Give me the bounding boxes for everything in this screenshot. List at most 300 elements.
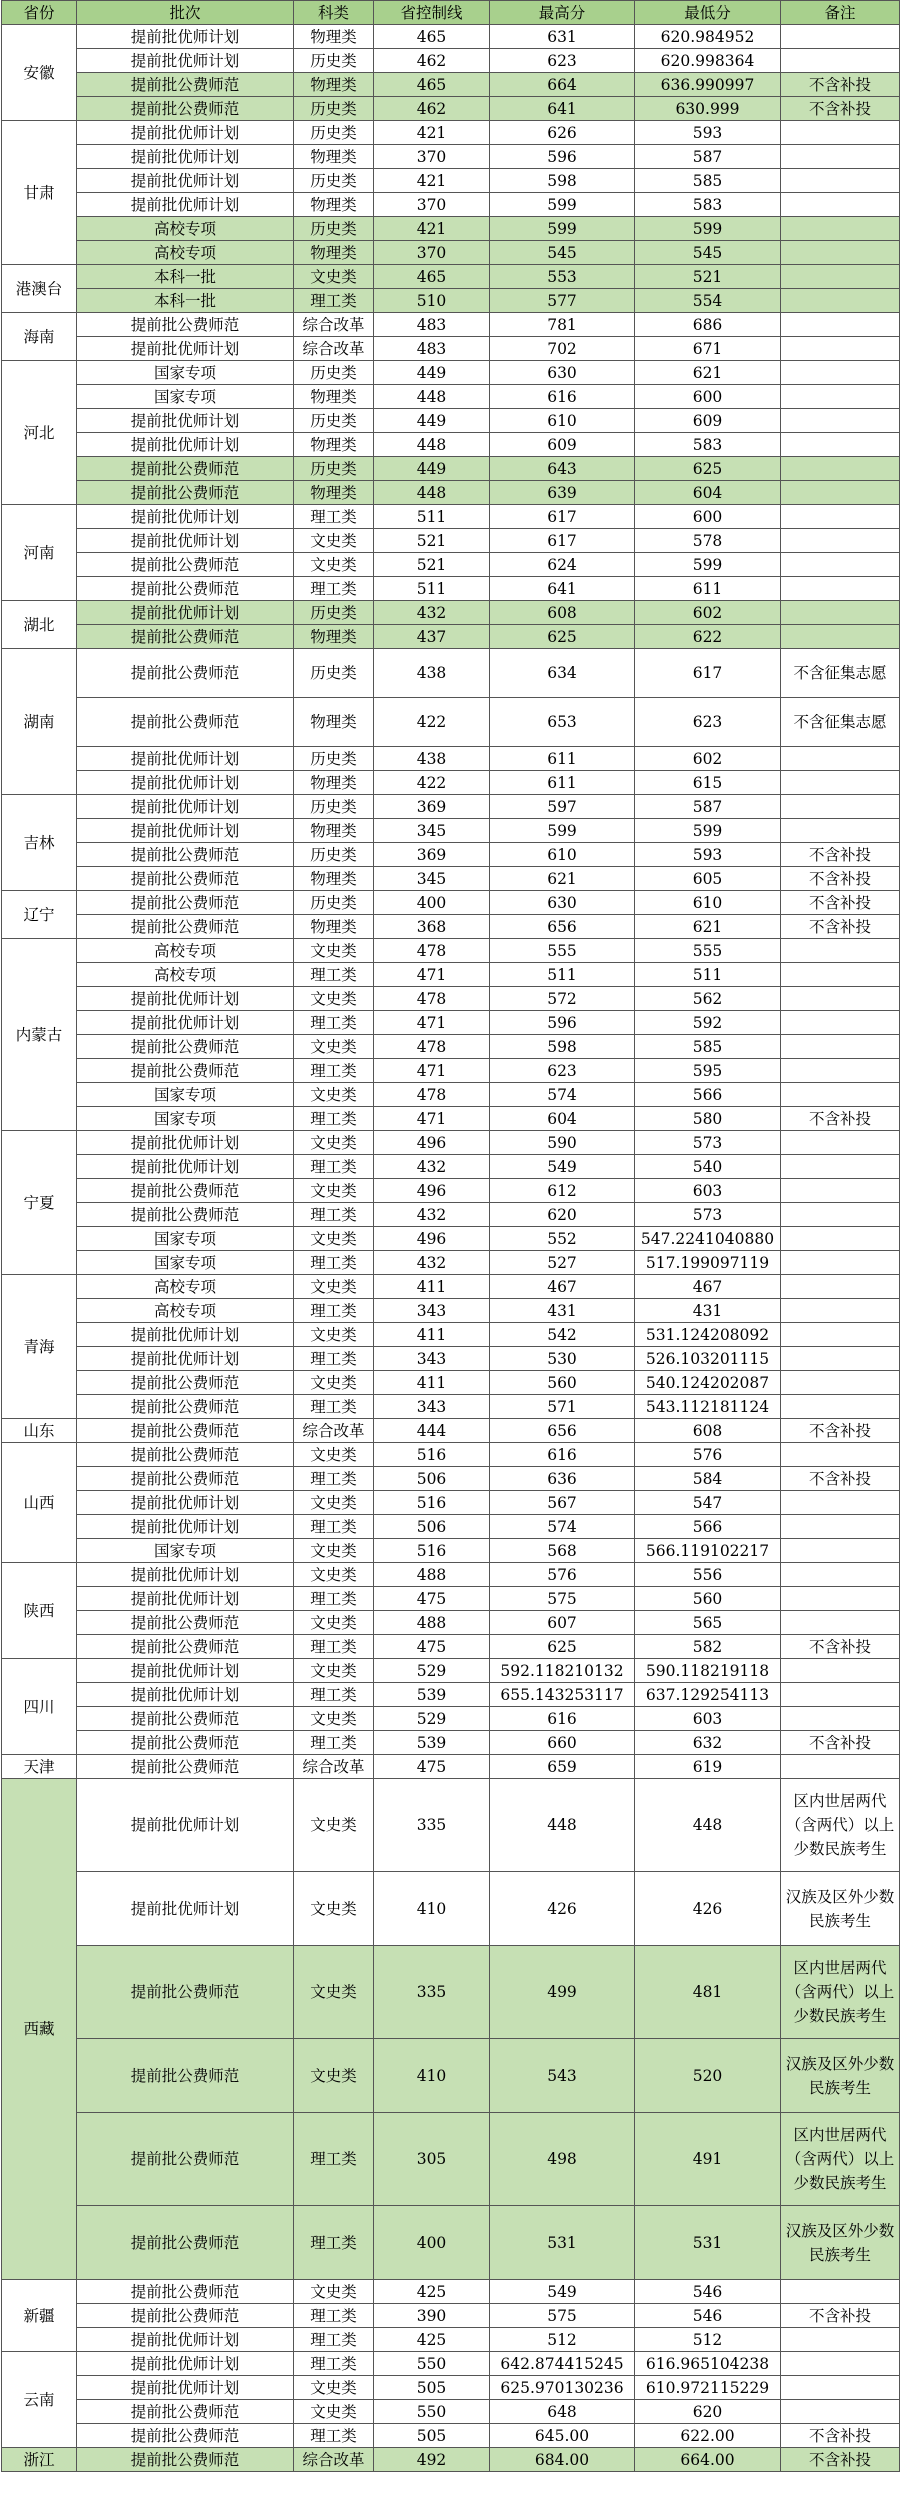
control-line-cell: 516 <box>374 1491 490 1515</box>
table-row <box>2 49 900 73</box>
subject-cell: 文史类 <box>294 1371 374 1395</box>
batch-cell: 提前批公费师范 <box>77 625 294 649</box>
table-row <box>2 217 900 241</box>
min-score-cell: 587 <box>635 145 781 169</box>
note-cell <box>781 193 900 217</box>
control-line-cell: 432 <box>374 1203 490 1227</box>
subject-cell: 理工类 <box>294 1299 374 1323</box>
table-row <box>2 2376 900 2400</box>
header-control-line: 省控制线 <box>374 1 490 25</box>
table-row <box>2 795 900 819</box>
note-cell <box>781 1371 900 1395</box>
max-score-cell: 616 <box>490 1443 635 1467</box>
subject-cell: 物理类 <box>294 145 374 169</box>
max-score-cell: 656 <box>490 1419 635 1443</box>
province-cell: 新疆 <box>2 2280 77 2352</box>
batch-cell: 提前批优师计划 <box>77 1779 294 1872</box>
note-cell: 不含补投 <box>781 73 900 97</box>
max-score-cell: 530 <box>490 1347 635 1371</box>
note-cell: 不含补投 <box>781 915 900 939</box>
control-line-cell: 483 <box>374 337 490 361</box>
min-score-cell: 595 <box>635 1059 781 1083</box>
min-score-cell: 566.119102217 <box>635 1539 781 1563</box>
table-row <box>2 1203 900 1227</box>
note-cell <box>781 1035 900 1059</box>
note-cell <box>781 2280 900 2304</box>
table-row <box>2 649 900 698</box>
subject-cell: 物理类 <box>294 819 374 843</box>
max-score-cell: 617 <box>490 529 635 553</box>
table-row <box>2 1587 900 1611</box>
max-score-cell: 596 <box>490 1011 635 1035</box>
min-score-cell: 562 <box>635 987 781 1011</box>
control-line-cell: 411 <box>374 1371 490 1395</box>
subject-cell: 文史类 <box>294 2400 374 2424</box>
header-row <box>2 1 900 25</box>
table-row <box>2 1275 900 1299</box>
subject-cell: 理工类 <box>294 505 374 529</box>
table-row <box>2 891 900 915</box>
batch-cell: 提前批公费师范 <box>77 1731 294 1755</box>
control-line-cell: 370 <box>374 241 490 265</box>
min-score-cell: 611 <box>635 577 781 601</box>
max-score-cell: 560 <box>490 1371 635 1395</box>
max-score-cell: 623 <box>490 1059 635 1083</box>
max-score-cell: 624 <box>490 553 635 577</box>
table-row <box>2 1635 900 1659</box>
max-score-cell: 625 <box>490 625 635 649</box>
min-score-cell: 600 <box>635 505 781 529</box>
subject-cell: 历史类 <box>294 217 374 241</box>
table-row <box>2 1059 900 1083</box>
max-score-cell: 623 <box>490 49 635 73</box>
note-cell: 不含补投 <box>781 843 900 867</box>
note-cell <box>781 505 900 529</box>
control-line-cell: 425 <box>374 2328 490 2352</box>
control-line-cell: 432 <box>374 1251 490 1275</box>
note-cell <box>781 1131 900 1155</box>
table-row <box>2 747 900 771</box>
min-score-cell: 560 <box>635 1587 781 1611</box>
note-cell: 汉族及区外少数民族考生 <box>781 2039 900 2113</box>
control-line-cell: 539 <box>374 1683 490 1707</box>
min-score-cell: 602 <box>635 601 781 625</box>
table-row <box>2 433 900 457</box>
table-row <box>2 867 900 891</box>
control-line-cell: 369 <box>374 795 490 819</box>
batch-cell: 提前批优师计划 <box>77 601 294 625</box>
min-score-cell: 599 <box>635 553 781 577</box>
note-cell <box>781 987 900 1011</box>
control-line-cell: 462 <box>374 49 490 73</box>
note-cell <box>781 2328 900 2352</box>
batch-cell: 提前批优师计划 <box>77 987 294 1011</box>
control-line-cell: 448 <box>374 385 490 409</box>
max-score-cell: 664 <box>490 73 635 97</box>
note-cell <box>781 169 900 193</box>
batch-cell: 提前批优师计划 <box>77 2328 294 2352</box>
max-score-cell: 572 <box>490 987 635 1011</box>
subject-cell: 文史类 <box>294 1491 374 1515</box>
province-cell: 甘肃 <box>2 121 77 265</box>
max-score-cell: 598 <box>490 1035 635 1059</box>
subject-cell: 理工类 <box>294 289 374 313</box>
province-cell: 陕西 <box>2 1563 77 1659</box>
table-row <box>2 843 900 867</box>
province-cell: 青海 <box>2 1275 77 1419</box>
control-line-cell: 369 <box>374 843 490 867</box>
table-row <box>2 1755 900 1779</box>
batch-cell: 提前批公费师范 <box>77 867 294 891</box>
batch-cell: 提前批公费师范 <box>77 1395 294 1419</box>
control-line-cell: 516 <box>374 1443 490 1467</box>
min-score-cell: 637.129254113 <box>635 1683 781 1707</box>
max-score-cell: 467 <box>490 1275 635 1299</box>
subject-cell: 理工类 <box>294 1107 374 1131</box>
control-line-cell: 465 <box>374 73 490 97</box>
table-row <box>2 193 900 217</box>
note-cell <box>781 217 900 241</box>
min-score-cell: 582 <box>635 1635 781 1659</box>
subject-cell: 历史类 <box>294 121 374 145</box>
table-row <box>2 385 900 409</box>
province-cell: 天津 <box>2 1755 77 1779</box>
max-score-cell: 575 <box>490 1587 635 1611</box>
max-score-cell: 552 <box>490 1227 635 1251</box>
control-line-cell: 422 <box>374 698 490 747</box>
min-score-cell: 573 <box>635 1131 781 1155</box>
min-score-cell: 555 <box>635 939 781 963</box>
note-cell: 不含补投 <box>781 891 900 915</box>
subject-cell: 文史类 <box>294 1946 374 2039</box>
min-score-cell: 593 <box>635 843 781 867</box>
max-score-cell: 599 <box>490 217 635 241</box>
batch-cell: 提前批公费师范 <box>77 1419 294 1443</box>
batch-cell: 提前批公费师范 <box>77 843 294 867</box>
min-score-cell: 580 <box>635 1107 781 1131</box>
subject-cell: 物理类 <box>294 698 374 747</box>
control-line-cell: 511 <box>374 577 490 601</box>
min-score-cell: 620.984952 <box>635 25 781 49</box>
table-row <box>2 529 900 553</box>
table-row <box>2 1659 900 1683</box>
batch-cell: 提前批公费师范 <box>77 1371 294 1395</box>
province-cell: 内蒙古 <box>2 939 77 1131</box>
max-score-cell: 576 <box>490 1563 635 1587</box>
header-batch: 批次 <box>77 1 294 25</box>
note-cell: 区内世居两代（含两代）以上少数民族考生 <box>781 2113 900 2206</box>
table-row <box>2 1419 900 1443</box>
table-row <box>2 169 900 193</box>
max-score-cell: 545 <box>490 241 635 265</box>
control-line-cell: 421 <box>374 121 490 145</box>
max-score-cell: 549 <box>490 2280 635 2304</box>
control-line-cell: 471 <box>374 1011 490 1035</box>
table-row <box>2 265 900 289</box>
subject-cell: 文史类 <box>294 1083 374 1107</box>
min-score-cell: 547 <box>635 1491 781 1515</box>
batch-cell: 提前批优师计划 <box>77 771 294 795</box>
batch-cell: 提前批公费师范 <box>77 1635 294 1659</box>
max-score-cell: 543 <box>490 2039 635 2113</box>
batch-cell: 提前批优师计划 <box>77 25 294 49</box>
note-cell <box>781 337 900 361</box>
min-score-cell: 632 <box>635 1731 781 1755</box>
max-score-cell: 630 <box>490 361 635 385</box>
max-score-cell: 634 <box>490 649 635 698</box>
table-row <box>2 1779 900 1872</box>
subject-cell: 物理类 <box>294 193 374 217</box>
note-cell <box>781 1323 900 1347</box>
min-score-cell: 545 <box>635 241 781 265</box>
subject-cell: 理工类 <box>294 1011 374 1035</box>
batch-cell: 提前批优师计划 <box>77 169 294 193</box>
min-score-cell: 526.103201115 <box>635 1347 781 1371</box>
note-cell <box>781 1059 900 1083</box>
table-row <box>2 939 900 963</box>
control-line-cell: 471 <box>374 963 490 987</box>
batch-cell: 高校专项 <box>77 1299 294 1323</box>
batch-cell: 高校专项 <box>77 1275 294 1299</box>
batch-cell: 国家专项 <box>77 1227 294 1251</box>
min-score-cell: 590.118219118 <box>635 1659 781 1683</box>
min-score-cell: 621 <box>635 915 781 939</box>
subject-cell: 文史类 <box>294 1227 374 1251</box>
note-cell <box>781 1611 900 1635</box>
control-line-cell: 400 <box>374 2206 490 2280</box>
note-cell <box>781 1299 900 1323</box>
note-cell <box>781 1179 900 1203</box>
batch-cell: 提前批公费师范 <box>77 481 294 505</box>
table-row <box>2 2304 900 2328</box>
note-cell <box>781 1515 900 1539</box>
control-line-cell: 478 <box>374 987 490 1011</box>
control-line-cell: 550 <box>374 2400 490 2424</box>
table-row <box>2 1011 900 1035</box>
control-line-cell: 488 <box>374 1611 490 1635</box>
batch-cell: 提前批优师计划 <box>77 1491 294 1515</box>
batch-cell: 提前批公费师范 <box>77 1203 294 1227</box>
subject-cell: 理工类 <box>294 1251 374 1275</box>
subject-cell: 理工类 <box>294 963 374 987</box>
note-cell: 不含征集志愿 <box>781 649 900 698</box>
control-line-cell: 521 <box>374 529 490 553</box>
subject-cell: 文史类 <box>294 1323 374 1347</box>
max-score-cell: 531 <box>490 2206 635 2280</box>
batch-cell: 提前批公费师范 <box>77 649 294 698</box>
batch-cell: 提前批公费师范 <box>77 1035 294 1059</box>
province-cell: 辽宁 <box>2 891 77 939</box>
control-line-cell: 410 <box>374 2039 490 2113</box>
subject-cell: 文史类 <box>294 2280 374 2304</box>
max-score-cell: 642.874415245 <box>490 2352 635 2376</box>
note-cell: 汉族及区外少数民族考生 <box>781 1872 900 1946</box>
max-score-cell: 604 <box>490 1107 635 1131</box>
note-cell <box>781 1083 900 1107</box>
note-cell <box>781 361 900 385</box>
max-score-cell: 574 <box>490 1515 635 1539</box>
subject-cell: 文史类 <box>294 1443 374 1467</box>
province-cell: 河北 <box>2 361 77 505</box>
control-line-cell: 465 <box>374 25 490 49</box>
batch-cell: 提前批公费师范 <box>77 915 294 939</box>
table-row <box>2 2424 900 2448</box>
subject-cell: 综合改革 <box>294 2448 374 2472</box>
min-score-cell: 622 <box>635 625 781 649</box>
table-row <box>2 963 900 987</box>
control-line-cell: 432 <box>374 1155 490 1179</box>
min-score-cell: 602 <box>635 747 781 771</box>
min-score-cell: 610.972115229 <box>635 2376 781 2400</box>
batch-cell: 提前批公费师范 <box>77 457 294 481</box>
subject-cell: 文史类 <box>294 1872 374 1946</box>
control-line-cell: 471 <box>374 1059 490 1083</box>
control-line-cell: 343 <box>374 1299 490 1323</box>
note-cell <box>781 1347 900 1371</box>
control-line-cell: 421 <box>374 217 490 241</box>
note-cell: 不含补投 <box>781 1731 900 1755</box>
table-row <box>2 1083 900 1107</box>
note-cell <box>781 25 900 49</box>
table-row <box>2 1323 900 1347</box>
batch-cell: 高校专项 <box>77 963 294 987</box>
max-score-cell: 499 <box>490 1946 635 2039</box>
batch-cell: 国家专项 <box>77 361 294 385</box>
note-cell <box>781 1563 900 1587</box>
control-line-cell: 529 <box>374 1707 490 1731</box>
note-cell <box>781 1155 900 1179</box>
control-line-cell: 506 <box>374 1515 490 1539</box>
subject-cell: 历史类 <box>294 795 374 819</box>
control-line-cell: 483 <box>374 313 490 337</box>
subject-cell: 理工类 <box>294 2113 374 2206</box>
max-score-cell: 542 <box>490 1323 635 1347</box>
table-row <box>2 313 900 337</box>
subject-cell: 历史类 <box>294 747 374 771</box>
min-score-cell: 566 <box>635 1083 781 1107</box>
subject-cell: 文史类 <box>294 1275 374 1299</box>
control-line-cell: 516 <box>374 1539 490 1563</box>
batch-cell: 提前批公费师范 <box>77 698 294 747</box>
batch-cell: 提前批公费师范 <box>77 97 294 121</box>
max-score-cell: 610 <box>490 843 635 867</box>
subject-cell: 文史类 <box>294 1131 374 1155</box>
batch-cell: 提前批公费师范 <box>77 1611 294 1635</box>
note-cell <box>781 457 900 481</box>
note-cell <box>781 963 900 987</box>
min-score-cell: 686 <box>635 313 781 337</box>
min-score-cell: 491 <box>635 2113 781 2206</box>
subject-cell: 理工类 <box>294 1587 374 1611</box>
batch-cell: 提前批优师计划 <box>77 1683 294 1707</box>
subject-cell: 物理类 <box>294 625 374 649</box>
table-row <box>2 553 900 577</box>
min-score-cell: 576 <box>635 1443 781 1467</box>
note-cell <box>781 1395 900 1419</box>
control-line-cell: 444 <box>374 1419 490 1443</box>
note-cell <box>781 625 900 649</box>
min-score-cell: 578 <box>635 529 781 553</box>
max-score-cell: 549 <box>490 1155 635 1179</box>
batch-cell: 高校专项 <box>77 939 294 963</box>
header-min-score: 最低分 <box>635 1 781 25</box>
control-line-cell: 496 <box>374 1131 490 1155</box>
table-row <box>2 1443 900 1467</box>
control-line-cell: 411 <box>374 1275 490 1299</box>
max-score-cell: 610 <box>490 409 635 433</box>
max-score-cell: 426 <box>490 1872 635 1946</box>
batch-cell: 高校专项 <box>77 241 294 265</box>
max-score-cell: 645.00 <box>490 2424 635 2448</box>
min-score-cell: 584 <box>635 1467 781 1491</box>
max-score-cell: 567 <box>490 1491 635 1515</box>
batch-cell: 提前批公费师范 <box>77 1179 294 1203</box>
subject-cell: 文史类 <box>294 1659 374 1683</box>
subject-cell: 物理类 <box>294 25 374 49</box>
subject-cell: 物理类 <box>294 73 374 97</box>
subject-cell: 文史类 <box>294 1707 374 1731</box>
note-cell: 区内世居两代（含两代）以上少数民族考生 <box>781 1946 900 2039</box>
control-line-cell: 529 <box>374 1659 490 1683</box>
subject-cell: 历史类 <box>294 169 374 193</box>
table-row <box>2 361 900 385</box>
batch-cell: 提前批公费师范 <box>77 2113 294 2206</box>
min-score-cell: 573 <box>635 1203 781 1227</box>
batch-cell: 提前批公费师范 <box>77 73 294 97</box>
province-cell: 宁夏 <box>2 1131 77 1275</box>
subject-cell: 文史类 <box>294 1779 374 1872</box>
table-row <box>2 1299 900 1323</box>
batch-cell: 提前批优师计划 <box>77 1659 294 1683</box>
control-line-cell: 496 <box>374 1227 490 1251</box>
batch-cell: 本科一批 <box>77 265 294 289</box>
control-line-cell: 462 <box>374 97 490 121</box>
min-score-cell: 605 <box>635 867 781 891</box>
note-cell <box>781 601 900 625</box>
note-cell <box>781 121 900 145</box>
batch-cell: 提前批优师计划 <box>77 819 294 843</box>
header-note: 备注 <box>781 1 900 25</box>
min-score-cell: 603 <box>635 1179 781 1203</box>
note-cell <box>781 939 900 963</box>
table-row <box>2 409 900 433</box>
min-score-cell: 531 <box>635 2206 781 2280</box>
subject-cell: 理工类 <box>294 577 374 601</box>
control-line-cell: 511 <box>374 505 490 529</box>
control-line-cell: 448 <box>374 481 490 505</box>
control-line-cell: 475 <box>374 1587 490 1611</box>
batch-cell: 提前批公费师范 <box>77 1707 294 1731</box>
subject-cell: 综合改革 <box>294 337 374 361</box>
control-line-cell: 410 <box>374 1872 490 1946</box>
table-row <box>2 987 900 1011</box>
note-cell <box>781 553 900 577</box>
control-line-cell: 421 <box>374 169 490 193</box>
table-row <box>2 1227 900 1251</box>
note-cell <box>781 49 900 73</box>
subject-cell: 物理类 <box>294 385 374 409</box>
min-score-cell: 426 <box>635 1872 781 1946</box>
score-table <box>1 0 900 2472</box>
subject-cell: 历史类 <box>294 49 374 73</box>
control-line-cell: 449 <box>374 457 490 481</box>
subject-cell: 文史类 <box>294 265 374 289</box>
min-score-cell: 531.124208092 <box>635 1323 781 1347</box>
table-row <box>2 97 900 121</box>
table-row <box>2 1467 900 1491</box>
max-score-cell: 597 <box>490 795 635 819</box>
note-cell: 不含补投 <box>781 867 900 891</box>
